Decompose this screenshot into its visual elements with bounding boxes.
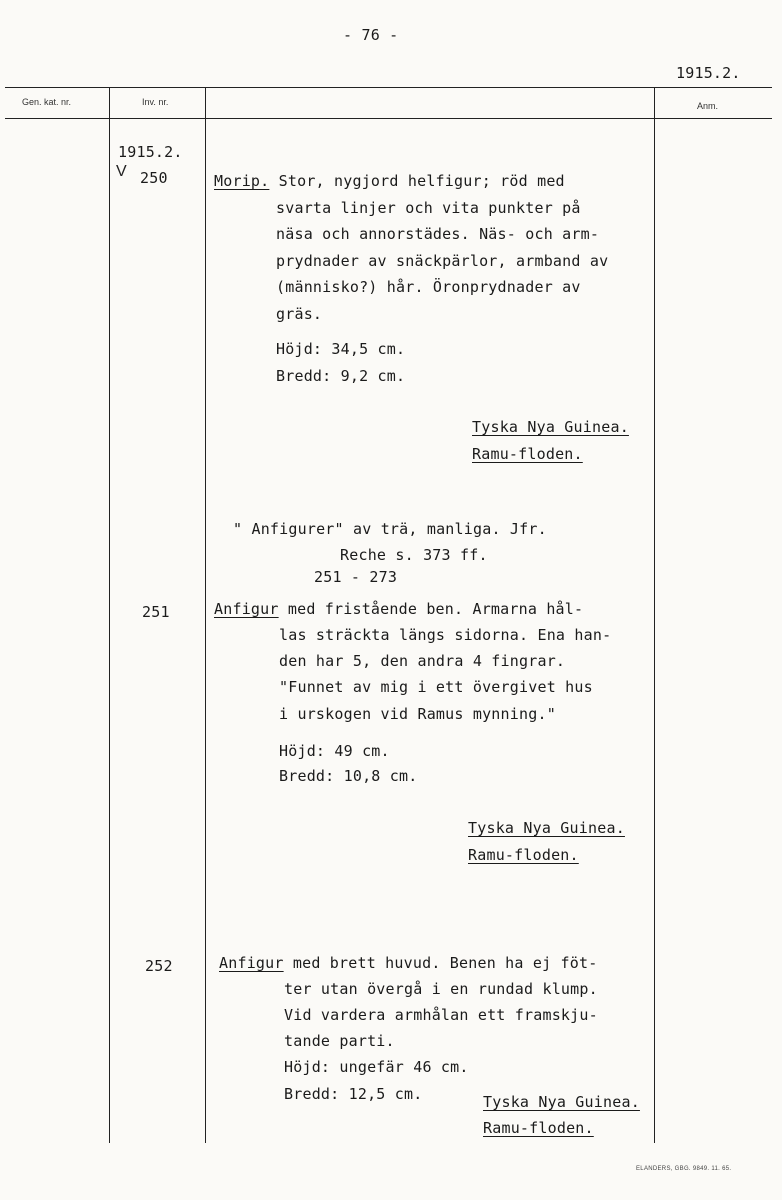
check-mark: V (116, 163, 127, 180)
entry-252-place-1: Tyska Nya Guinea. (483, 1093, 640, 1111)
entry-250-line-5: (människo?) hår. Öronprydnader av (276, 278, 581, 296)
entry-251-line-5: i urskogen vid Ramus mynning." (279, 705, 556, 723)
group-heading-line-2: Reche s. 373 ff. (340, 546, 488, 564)
inv-number-251: 251 (142, 603, 170, 621)
entry-252-width: Bredd: 12,5 cm. (284, 1085, 423, 1103)
column-header-gen-kat: Gen. kat. nr. (22, 97, 72, 107)
entry-250-line-3: näsa och annorstädes. Näs- och arm- (276, 225, 600, 243)
header-bottom-rule (5, 118, 772, 119)
entry-252-line-3: Vid vardera armhålan ett framskju- (284, 1006, 598, 1024)
entry-250-place-2: Ramu-floden. (472, 445, 583, 463)
printer-imprint: ELANDERS, GBG. 9849. 11. 65. (636, 1166, 732, 1172)
entry-251-place-1: Tyska Nya Guinea. (468, 819, 625, 837)
entry-252-height: Höjd: ungefär 46 cm. (284, 1058, 469, 1076)
entry-250-line-1: Morip. Stor, nygjord helfigur; röd med (214, 172, 565, 190)
group-heading-line-1: " Anfigurer" av trä, manliga. Jfr. (233, 520, 547, 538)
entry-251-line-1: Anfigur med fristående ben. Armarna hål- (214, 600, 584, 618)
entry-252-line-1: Anfigur med brett huvud. Benen ha ej föt- (219, 954, 598, 972)
entry-251-line-3: den har 5, den andra 4 fingrar. (279, 652, 566, 670)
inv-number-252: 252 (145, 957, 173, 975)
entry-252-line-2: ter utan övergå i en rundad klump. (284, 980, 598, 998)
entry-251-place-2: Ramu-floden. (468, 846, 579, 864)
object-name-250: Morip. (214, 172, 270, 190)
entry-252-place-2: Ramu-floden. (483, 1119, 594, 1137)
entry-250-height: Höjd: 34,5 cm. (276, 340, 406, 358)
group-range: 251 - 273 (314, 568, 398, 586)
column-header-inv: Inv. nr. (142, 97, 169, 107)
entry-251-height: Höjd: 49 cm. (279, 742, 390, 760)
column-divider-2 (205, 88, 206, 1143)
column-header-anm: Anm. (697, 101, 719, 111)
column-divider-3 (654, 88, 655, 1143)
entry-250-place-1: Tyska Nya Guinea. (472, 418, 629, 436)
header-top-rule (5, 87, 772, 88)
entry-250-line-2: svarta linjer och vita punkter på (276, 199, 581, 217)
entry-250-line-4: prydnader av snäckpärlor, armband av (276, 252, 609, 270)
entry-251-line-2: las sträckta längs sidorna. Ena han- (279, 626, 612, 644)
entry-250-line-6: gräs. (276, 305, 323, 323)
entry-250-width: Bredd: 9,2 cm. (276, 367, 406, 385)
entry-252-line-4: tande parti. (284, 1032, 395, 1050)
inv-number-250: 250 (140, 169, 168, 187)
entry-251-width: Bredd: 10,8 cm. (279, 767, 418, 785)
object-name-251: Anfigur (214, 600, 279, 618)
year-top: 1915.2. (676, 64, 741, 82)
object-name-252: Anfigur (219, 954, 284, 972)
inv-year-label: 1915.2. (118, 143, 183, 161)
page-number: - 76 - (343, 26, 399, 44)
entry-251-line-4: "Funnet av mig i ett övergivet hus (279, 678, 593, 696)
column-divider-1 (109, 88, 110, 1143)
